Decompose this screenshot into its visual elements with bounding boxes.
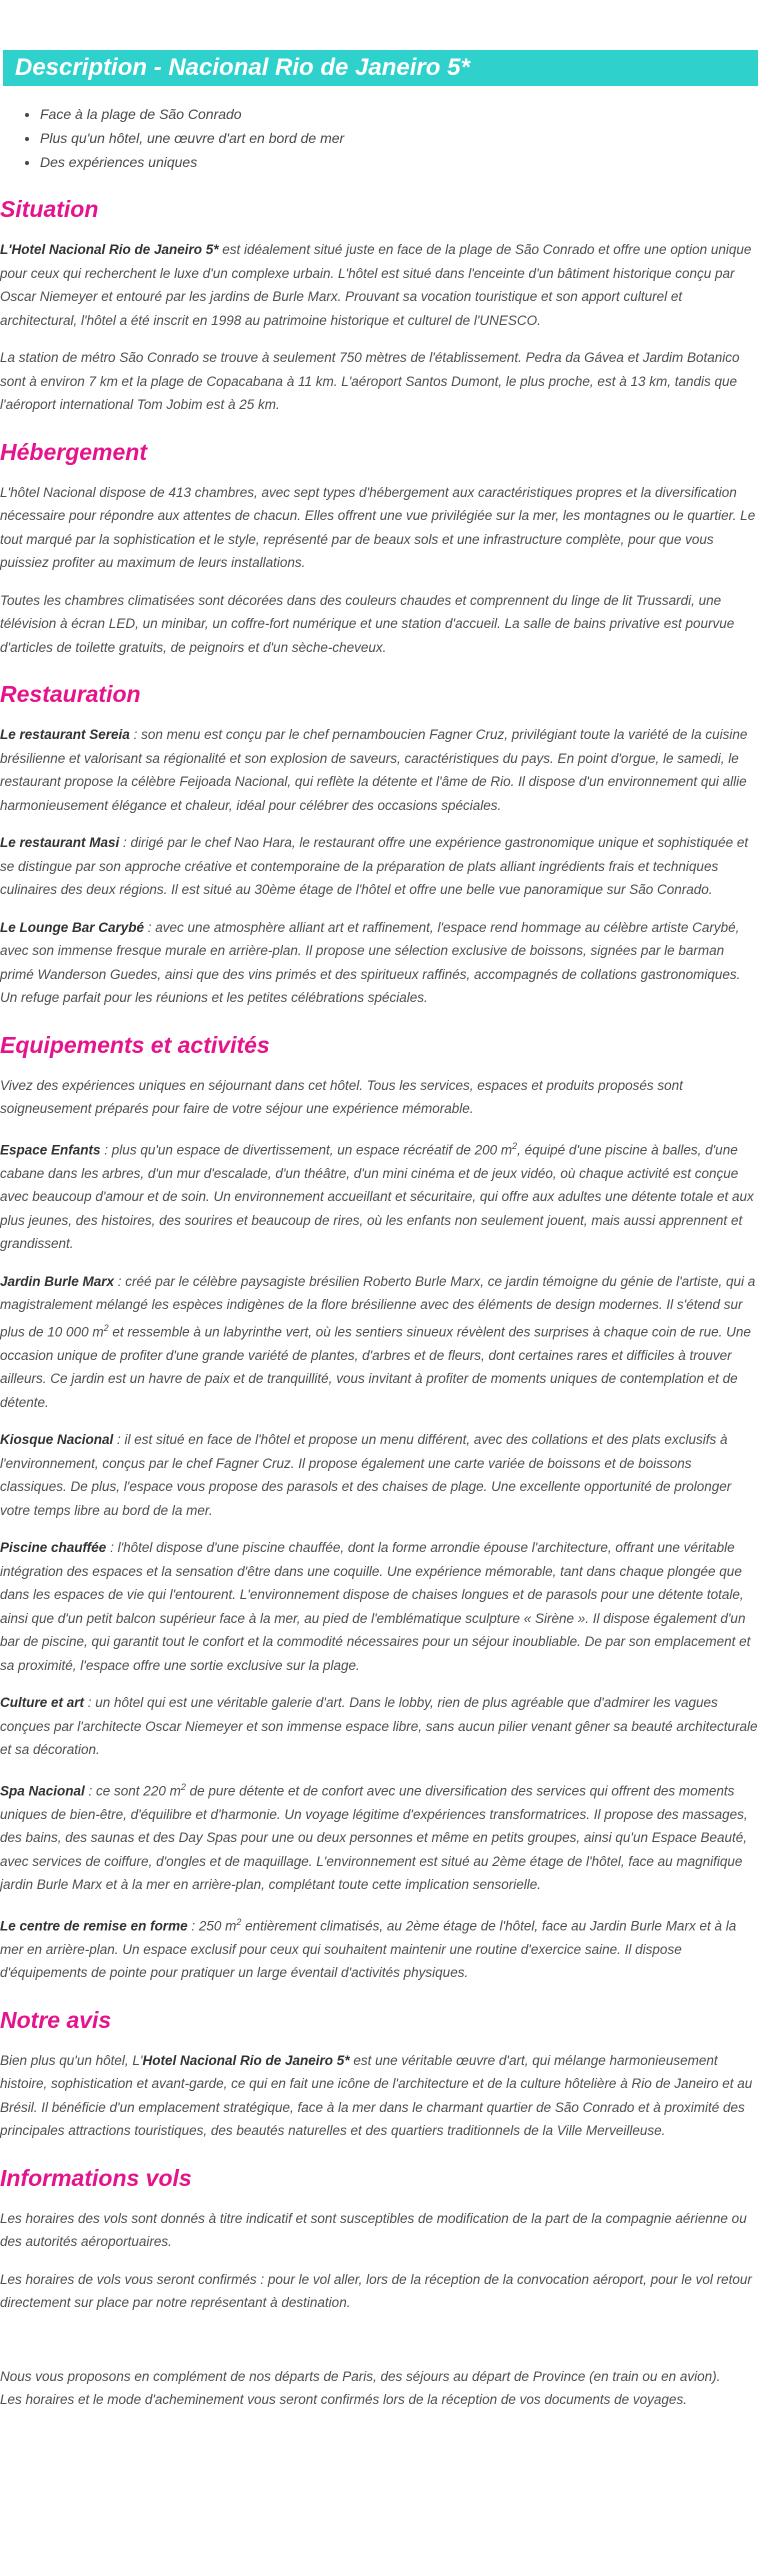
- vols-paragraph: Les horaires de vols vous seront confirmés : pour le vol aller, lors de la réception de la convocation aéroport, pour le vol retour directement sur place par notre représentant à destination.: [0, 2271, 752, 2310]
- equipement-name: Espace Enfants: [0, 1142, 101, 1157]
- equipement-text: : il est situé en face de l'hôtel et propose un menu différent, avec des collations et des plats exclusifs à l'environnement, conçus par le chef Fagner Cruz. Il propose également une carte variée de boissons et de boissons classiques. De plus, l'espace vous propose des parasols et des chaises de plage. Une excellente opportunité de prolonger votre temps libre au bord de la mer.: [0, 1432, 732, 1518]
- situation-paragraph: La station de métro São Conrado se trouve à seulement 750 mètres de l'établissement. Pedra da Gávea et Jardim Botanico sont à environ 7 km et la plage de Copacabana à 11 km. L'aéroport Santos Dumont, le plus proche, est à 13 km, tandis que l'aéroport international Tom Jobim est à 25 km.: [0, 350, 740, 412]
- restaurant-text: : dirigé par le chef Nao Hara, le restaurant offre une expérience gastronomique unique et sophistiquée et se distingue par son approche créative et contemporaine de la préparation de plats alliant ingrédients frais et techniques culinaires des deux régions. Il est situé au 30ème étage de l'hôtel et offre une belle vue panoramique sur São Conrado.: [0, 835, 749, 897]
- restaurant-text: : son menu est conçu par le chef pernamboucien Fagner Cruz, privilégiant toute la variété de la cuisine brésilienne et valorisant sa régionalité et son explosion de saveurs, caractéristiques du pays. En point d'orgue, le samedi, le restaurant propose la célèbre Feijoada Nacional, qui reflète la détente et l'âme de Rio. Il dispose d'un environnement qui allie harmonieusement élégance et chaleur, idéal pour célébrer des occasions spéciales.: [0, 727, 748, 813]
- equipements-intro: Vivez des expériences uniques en séjournant dans cet hôtel. Tous les services, espaces et produits proposés sont soigneusement préparés pour faire de votre séjour une expérience mémorable.: [0, 1077, 683, 1116]
- situation-text: est idéalement situé juste en face de la plage de São Conrado et offre une option unique pour ceux qui recherchent le luxe d'un complexe urbain. L'hôtel est situé dans l'enceinte d'un bâtiment historique conçu par Oscar Niemeyer et entouré par les jardins de Burle Marx. Prouvant sa vocation touristique et son apport culturel et architectural, l'hôtel a été inscrit en 1998 au patrimoine historique et culturel de l'UNESCO.: [0, 242, 752, 328]
- hebergement-paragraph: Toutes les chambres climatisées sont décorées dans des couleurs chaudes et comprennent du linge de lit Trussardi, une télévision à écran LED, un minibar, un coffre-fort numérique et une station d'accueil. La salle de bains privative est pourvue d'articles de toilette gratuits, de peignoirs et d'un sèche-cheveux.: [0, 592, 735, 655]
- vols-text: Les horaires et le mode d'acheminement vous seront confirmés lors de la réception de vos documents de voyages.: [0, 2392, 687, 2407]
- equipement-text: : créé par le célèbre paysagiste brésilien Roberto Burle Marx, ce jardin témoigne du génie de l'artiste, qui a magistralement mélangé les espèces indigènes de la flore brésilienne avec des éléments de design modernes. Il s'étend sur plus de 10 000 m: [0, 1273, 756, 1339]
- restaurant-paragraph: [0, 831, 758, 902]
- situation-paragraph: [0, 238, 758, 332]
- vols-heading: Informations vols: [0, 2164, 192, 2191]
- superscript: 2: [236, 1916, 242, 1927]
- restaurant-text: : avec une atmosphère alliant art et raffinement, l'espace rend hommage au célèbre artiste Carybé, avec son immense fresque murale en arrière-plan. Il propose une sélection exclusive de boissons, signées par le barman primé Wanderson Guedes, ainsi que des vins primés et des spiritueux raffinés, accompagnés de collations gastronomiques. Un refuge parfait pour les réunions et les petites célébrations spéciales.: [0, 919, 741, 1005]
- vols-paragraph: Les horaires des vols sont donnés à titre indicatif et sont susceptibles de modification de la part de la compagnie aérienne ou des autorités aéroportuaires.: [0, 2210, 747, 2249]
- superscript: 2: [512, 1140, 518, 1151]
- equipements-heading: Equipements et activités: [0, 1031, 270, 1058]
- hebergement-heading: Hébergement: [0, 438, 147, 465]
- equipement-paragraph: [0, 1911, 758, 1985]
- restaurant-name: Le restaurant Sereia: [0, 727, 130, 742]
- equipement-text: : 250 m: [187, 1918, 237, 1933]
- hebergement-paragraph: L'hôtel Nacional dispose de 413 chambres, avec sept types d'hébergement aux caractéristiques propres et la diversification nécessaire pour répondre aux attentes de chacun. Elles offrent une vue privilégiée sur la mer, les montagnes ou le quartier. Le tout marqué par la sophistication et le style, représenté par de beaux sols et une infrastructure complète, pour que vous puissiez profiter au maximum de leurs installations.: [0, 484, 756, 570]
- equipement-text: : plus qu'un espace de divertissement, un espace récréatif de 200 m: [100, 1142, 513, 1157]
- superscript: 2: [103, 1322, 109, 1333]
- highlights-list: [0, 102, 758, 174]
- restaurant-paragraph: [0, 723, 758, 817]
- situation-heading: Situation: [0, 196, 99, 222]
- avis-text: Bien plus qu'un hôtel, L': [0, 2052, 143, 2068]
- equipement-name: Kiosque Nacional: [0, 1432, 114, 1447]
- equipement-text: et ressemble à un labyrinthe vert, où les sentiers sinueux révèlent des surprises à chaque coin de rue. Une occasion unique de profiter d'une grande variété de plantes, d'arbres et de fleurs, dont certaines rares et difficiles à trouver ailleurs. Ce jardin est un havre de paix et de tranquillité, vous invitant à profiter de moments uniques de contemplation et de détente.: [0, 1324, 751, 1410]
- equipement-paragraph: [0, 1691, 758, 1762]
- list-item: • Plus qu'un hôtel, une œuvre d'art en bord de mer: [40, 126, 758, 150]
- equipement-paragraph: [0, 1270, 758, 1415]
- restauration-heading: Restauration: [0, 681, 141, 707]
- equipement-name: Piscine chauffée: [0, 1540, 107, 1555]
- equipement-text: de pure détente et de confort avec une diversification des services qui offrent des moments uniques de bien-être, d'équilibre et d'harmonie. Un voyage légitime d'expériences transformatrices. Il propose des massages, des bains, des saunas et des Day Spas pour une ou deux personnes et même en petits groupes, ainsi qu'un Espace Beauté, avec services de coiffure, d'ongles et de maquillage. L'environnement est situé au 2ème étage de l'hôtel, face au magnifique jardin Burle Marx et à la mer en arrière-plan, complétant toute cette implication sensorielle.: [0, 1783, 748, 1892]
- equipement-name: Culture et art: [0, 1695, 85, 1710]
- hotel-name-strong: Hotel Nacional Rio de Janeiro 5*: [142, 2052, 350, 2068]
- equipement-text: entièrement climatisés, au 2ème étage de l'hôtel, face au Jardin Burle Marx et à la mer en arrière-plan. Un espace exclusif pour ceux qui souhaitent maintenir une routine d'exercice saine. Il dispose d'équipements de pointe pour pratiquer un large éventail d'activités physiques.: [0, 1918, 737, 1980]
- avis-paragraph: [0, 2049, 758, 2143]
- equipement-paragraph: [0, 1428, 758, 1522]
- equipement-text: : un hôtel qui est une véritable galerie d'art. Dans le lobby, rien de plus agréable que d'admirer les vagues conçues par l'architecte Oscar Niemeyer et son immense espace libre, sans aucun pilier venant gêner sa beauté architecturale et sa décoration.: [0, 1695, 758, 1757]
- hotel-name-strong: L'Hotel Nacional Rio de Janeiro 5*: [0, 242, 219, 257]
- equipement-text: , équipé d'une piscine à balles, d'une cabane dans les arbres, d'un mur d'escalade, d'un théâtre, d'un mini cinéma et de jeux vidéo, où chaque activité est conçue avec beaucoup d'amour et de soin. Un environnement accueillant et sécuritaire, qui offre aux adultes une détente totale et aux plus jeunes, des histoires, des sourires et beaucoup de rires, où les enfants non seulement jouent, mais aussi apprennent et grandissent.: [0, 1142, 754, 1251]
- vols-text: Nous vous proposons en complément de nos départs de Paris, des séjours au départ de Province (en train ou en avion).: [0, 2368, 721, 2384]
- equipement-name: Le centre de remise en forme: [0, 1918, 188, 1933]
- equipement-name: Spa Nacional: [0, 1783, 85, 1798]
- equipement-paragraph: [0, 1135, 758, 1256]
- restaurant-name: Le Lounge Bar Carybé: [0, 919, 145, 935]
- restaurant-paragraph: [0, 916, 758, 1010]
- vols-paragraph: [0, 2365, 758, 2412]
- list-item: • Face à la plage de São Conrado: [40, 102, 758, 126]
- avis-text: est une véritable œuvre d'art, qui mélange harmonieusement histoire, sophistication et avant-garde, ce qui en fait une icône de l'architecture et de la culture hôtelière à Rio de Janeiro et au Brésil. Il bénéficie d'un emplacement stratégique, face à la mer dans le charmant quartier de São Conrado et à proximité des principales attractions touristiques, des beautés naturelles et des quartiers traditionnels de la Ville Merveilleuse.: [0, 2052, 753, 2138]
- equipement-name: Jardin Burle Marx: [0, 1273, 115, 1289]
- equipement-paragraph: [0, 1776, 758, 1897]
- equipement-text: : l'hôtel dispose d'une piscine chauffée, dont la forme arrondie épouse l'architecture, offrant une véritable intégration des espaces et la sensation d'être dans une coquille. Une expérience mémorable, tant dans chaque plongée que dans les espaces de vie qui l'entourent. L'environnement dispose de chaises longues et de parasols pour une détente totale, ainsi que d'un petit balcon supérieur face à la mer, au pied de l'emblématique sculpture « Sirène ». Il dispose également d'un bar de piscine, qui garantit tout le confort et la commodité nécessaires pour un séjour inoubliable. De par son emplacement et sa proximité, l'espace offre une sortie exclusive sur la plage.: [0, 1540, 751, 1673]
- superscript: 2: [180, 1781, 186, 1792]
- divider: [0, 2329, 758, 2365]
- equipement-text: : ce sont 220 m: [84, 1783, 181, 1798]
- list-item: • Des expériences uniques: [40, 150, 758, 174]
- restaurant-name: Le restaurant Masi: [0, 835, 120, 850]
- equipement-paragraph: [0, 1536, 758, 1677]
- avis-heading: Notre avis: [0, 2006, 112, 2033]
- description-banner: Description - Nacional Rio de Janeiro 5*: [3, 50, 758, 86]
